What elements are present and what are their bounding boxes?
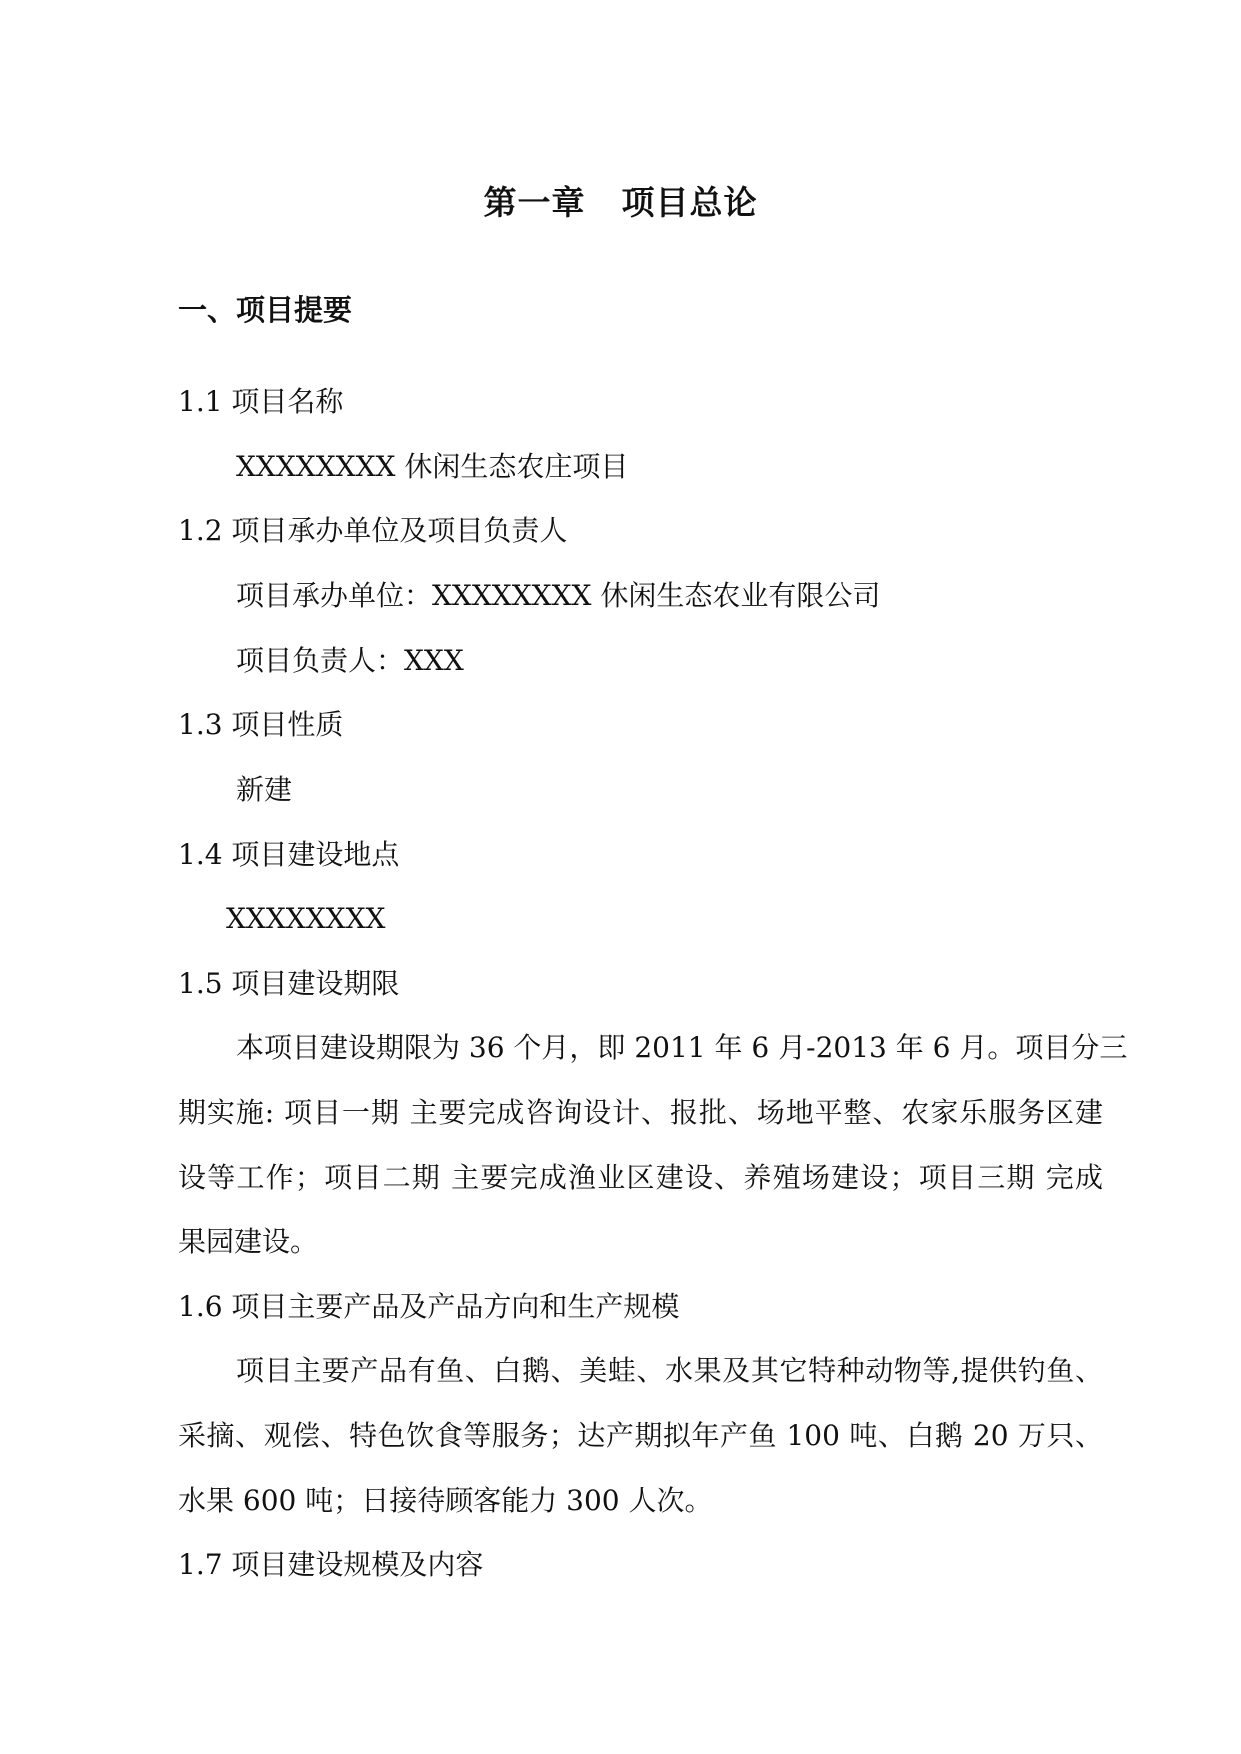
construction-period-line-2: 期实施: 项目一期 主要完成咨询设计、报批、场地平整、农家乐服务区建	[178, 1096, 1103, 1129]
subsection-1-4: 1.4 项目建设地点	[178, 838, 400, 871]
chapter-title	[0, 183, 1241, 223]
products-line-3: 水果 600 吨；日接待顾客能力 300 人次。	[178, 1484, 713, 1517]
project-leader-text: 项目负责人：XXX	[236, 644, 464, 677]
subsection-1-7: 1.7 项目建设规模及内容	[178, 1548, 484, 1581]
subsection-1-6: 1.6 项目主要产品及产品方向和生产规模	[178, 1290, 680, 1323]
subsection-1-5: 1.5 项目建设期限	[178, 967, 400, 1000]
undertaking-unit-text: 项目承办单位：XXXXXXXX 休闲生态农业有限公司	[236, 579, 881, 612]
subsection-1-3: 1.3 项目性质	[178, 708, 344, 741]
products-line-2: 采摘、观偿、特色饮食等服务；达产期拟年产鱼 100 吨、白鹅 20 万只、	[178, 1419, 1103, 1452]
subsection-1-2: 1.2 项目承办单位及项目负责人	[178, 514, 568, 547]
subsection-1-1: 1.1 项目名称	[178, 385, 344, 418]
construction-period-line-4: 果园建设。	[178, 1225, 319, 1258]
chapter-label: 第一章	[483, 183, 586, 222]
project-location-text: XXXXXXXX	[226, 902, 386, 935]
project-name-text: XXXXXXXX 休闲生态农庄项目	[236, 450, 629, 483]
chapter-heading: 项目总论	[621, 183, 758, 222]
construction-period-line-3: 设等工作；项目二期 主要完成渔业区建设、养殖场建设；项目三期 完成	[178, 1161, 1103, 1194]
section-heading-project-summary: 一、项目提要	[178, 293, 353, 327]
construction-period-line-1: 本项目建设期限为 36 个月，即 2011 年 6 月-2013 年 6 月。项目分三	[236, 1031, 1128, 1064]
project-nature-text: 新建	[236, 773, 293, 806]
products-line-1: 项目主要产品有鱼、白鹅、美蛙、水果及其它特种动物等,提供钓鱼、	[236, 1354, 1103, 1387]
